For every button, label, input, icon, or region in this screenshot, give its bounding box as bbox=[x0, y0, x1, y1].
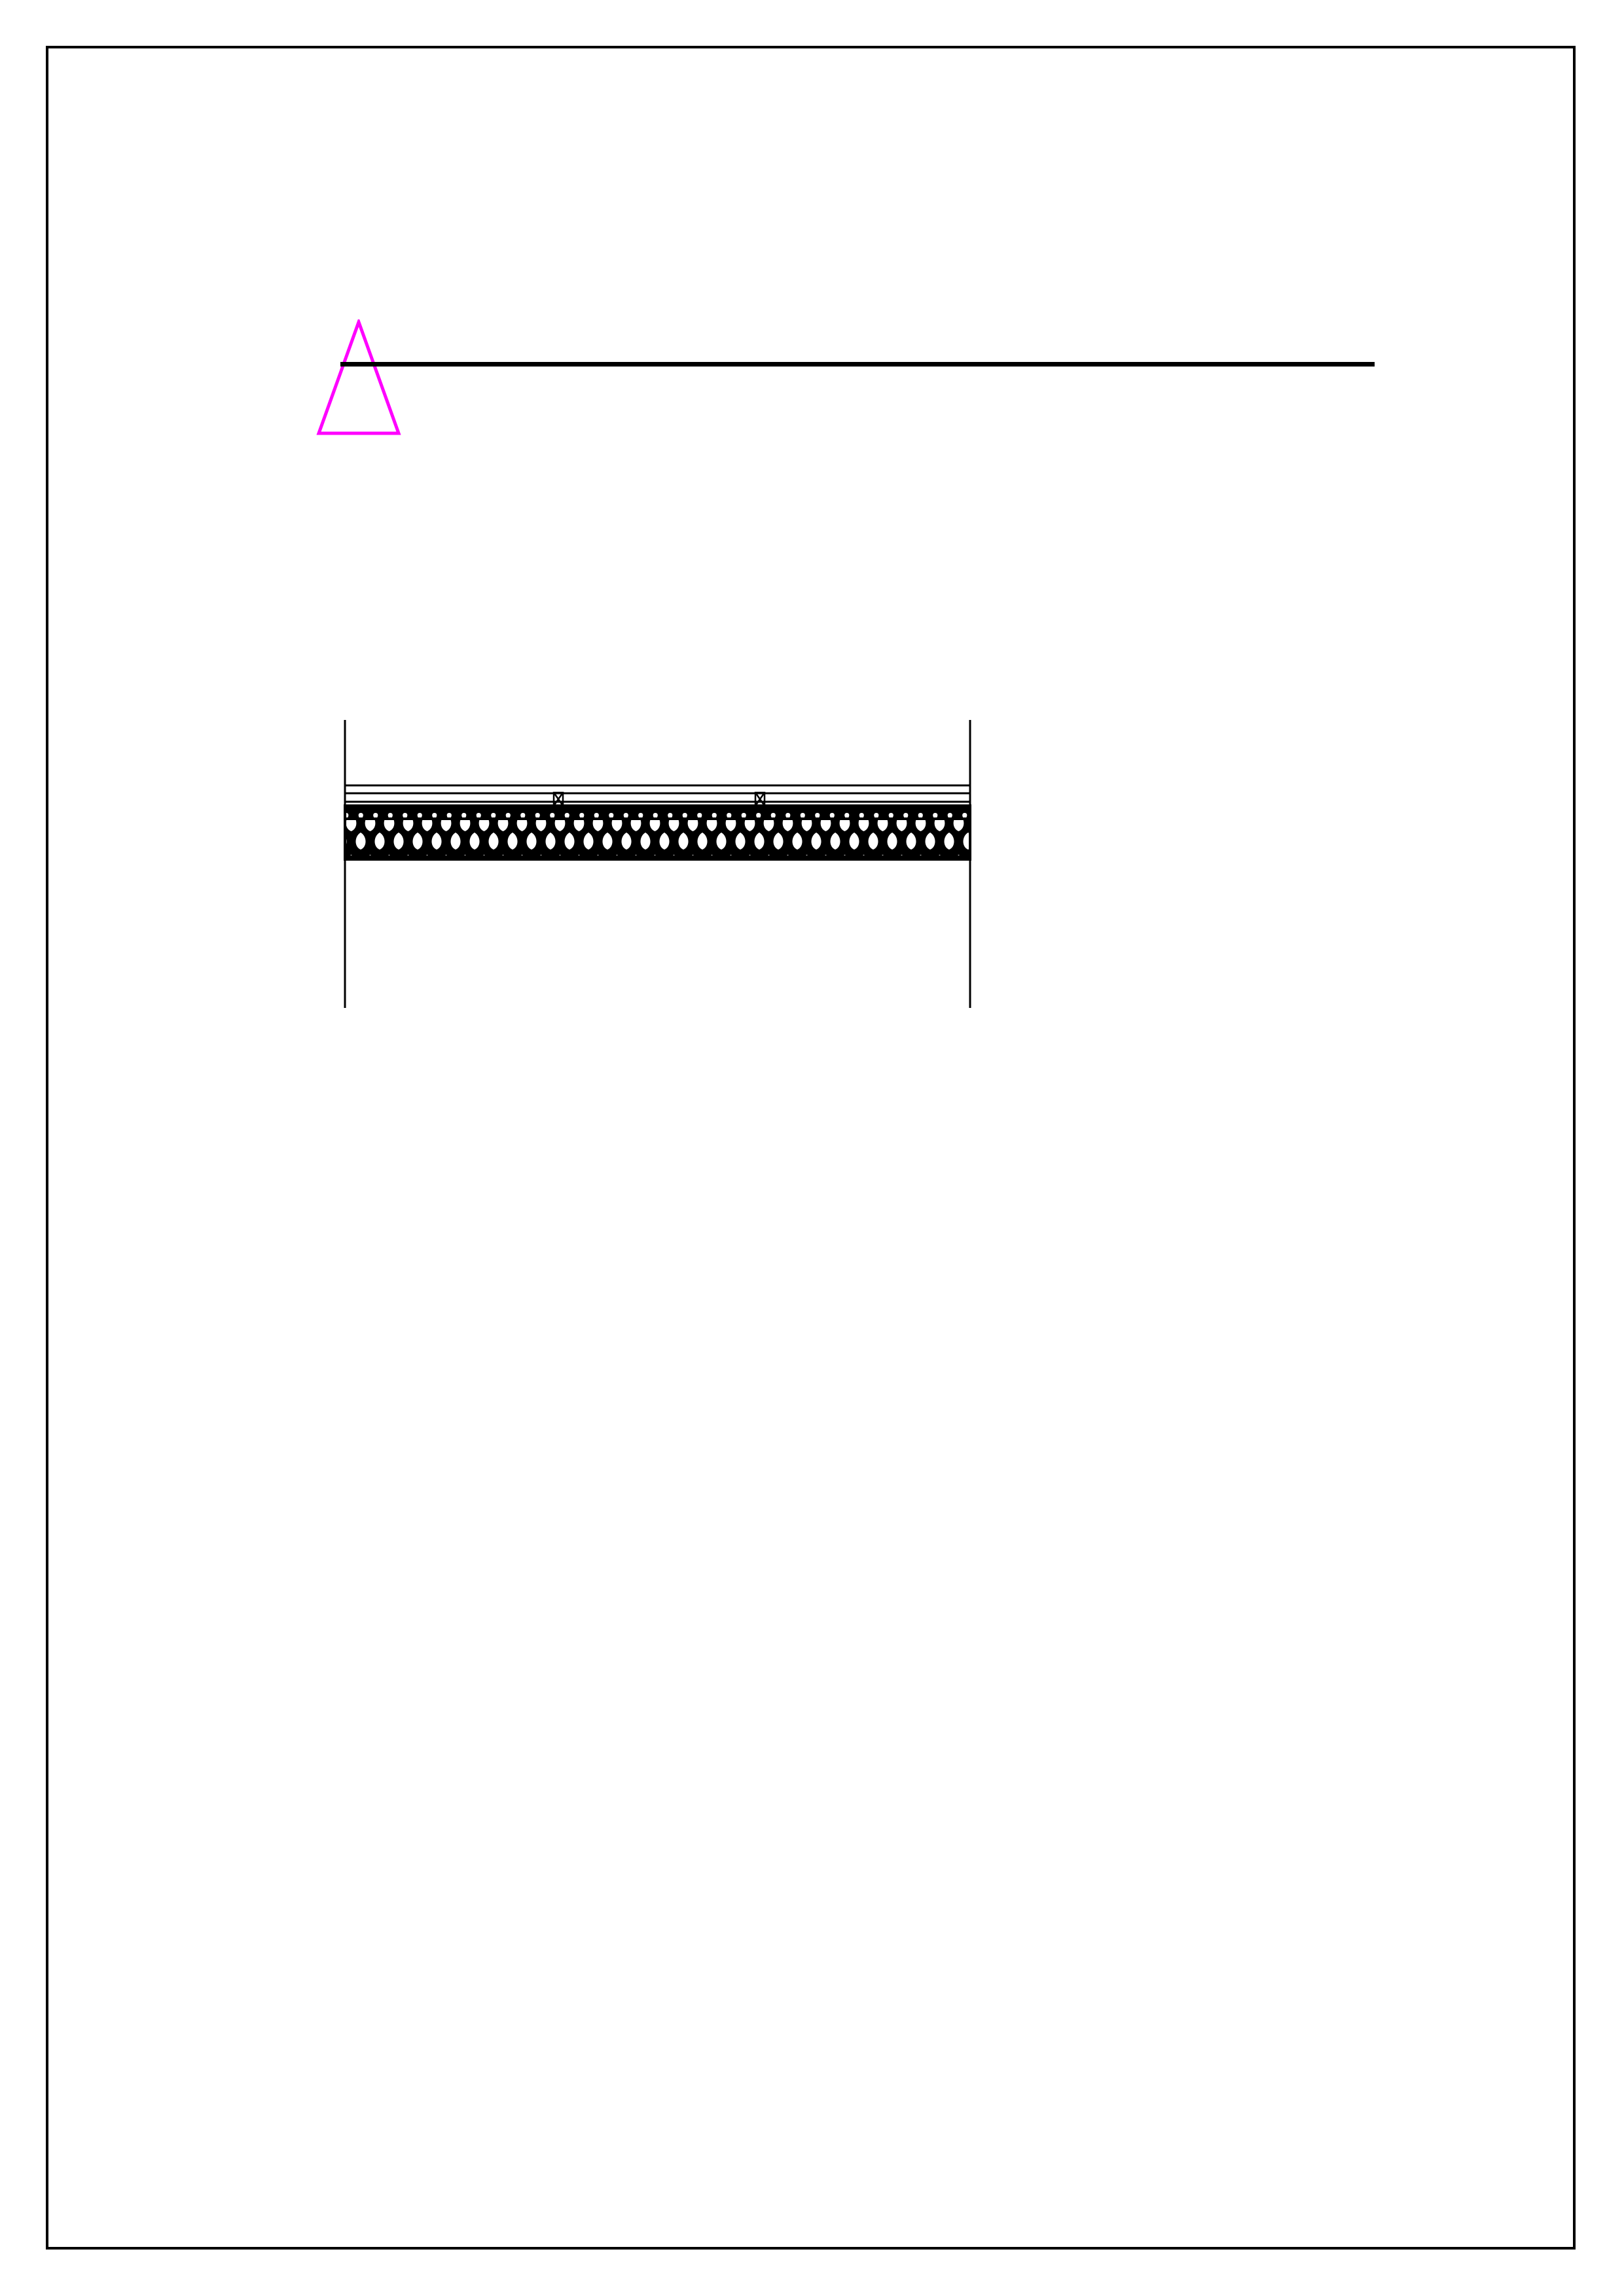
detail-title-rule bbox=[340, 362, 1375, 367]
roof-section-drawing bbox=[301, 484, 1041, 1008]
detail-marker-triangle-icon bbox=[316, 319, 401, 437]
drawing-sheet-border bbox=[46, 46, 1576, 2250]
